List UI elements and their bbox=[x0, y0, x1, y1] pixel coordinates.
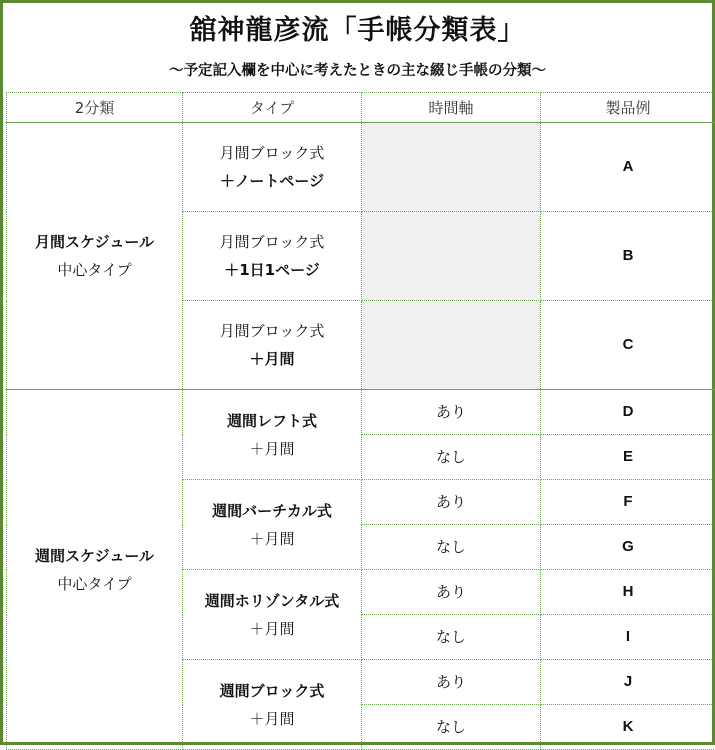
type-cell bbox=[183, 123, 362, 212]
type-line2: ＋月間 bbox=[183, 345, 361, 373]
product-cell: A bbox=[541, 123, 715, 212]
type-cell bbox=[183, 301, 362, 390]
product-cell: C bbox=[541, 301, 715, 390]
table-row bbox=[7, 123, 715, 212]
type-line1: 週間ブロック式 bbox=[183, 677, 361, 705]
type-line1: 月間ブロック式 bbox=[183, 139, 361, 167]
category-cell-monthly bbox=[7, 123, 183, 390]
type-cell bbox=[183, 480, 362, 570]
header-cell-time-axis: 時間軸 bbox=[362, 93, 541, 123]
time-axis-cell-empty bbox=[362, 212, 541, 301]
category-main-label: 週間スケジュール bbox=[7, 542, 182, 570]
page-subtitle: ～予定記入欄を中心に考えたときの主な綴じ手帳の分類～ bbox=[6, 58, 709, 84]
header-cell-type: タイプ bbox=[183, 93, 362, 123]
type-cell bbox=[183, 212, 362, 301]
time-axis-cell: なし bbox=[362, 435, 541, 480]
header-cell-product-example: 製品例 bbox=[541, 93, 715, 123]
type-line2: ＋月間 bbox=[183, 435, 361, 463]
time-axis-cell-empty bbox=[362, 301, 541, 390]
type-cell bbox=[183, 570, 362, 660]
type-line2: ＋ノートページ bbox=[183, 167, 361, 195]
page-title: 舘神龍彦流「手帳分類表」 bbox=[6, 9, 709, 53]
product-cell: K bbox=[541, 705, 715, 750]
product-cell: H bbox=[541, 570, 715, 615]
product-cell: E bbox=[541, 435, 715, 480]
type-line1: 週間レフト式 bbox=[183, 407, 361, 435]
time-axis-cell: あり bbox=[362, 480, 541, 525]
category-sub-label: 中心タイプ bbox=[7, 256, 182, 284]
time-axis-cell: あり bbox=[362, 570, 541, 615]
header-cell-category: 2分類 bbox=[7, 93, 183, 123]
product-cell: D bbox=[541, 390, 715, 435]
product-cell: B bbox=[541, 212, 715, 301]
classification-table bbox=[6, 92, 715, 750]
time-axis-cell: なし bbox=[362, 615, 541, 660]
product-cell: I bbox=[541, 615, 715, 660]
table-row bbox=[7, 390, 715, 435]
type-line1: 月間ブロック式 bbox=[183, 317, 361, 345]
type-cell bbox=[183, 660, 362, 750]
type-cell bbox=[183, 390, 362, 480]
time-axis-cell: なし bbox=[362, 525, 541, 570]
time-axis-cell-empty bbox=[362, 123, 541, 212]
category-main-label: 月間スケジュール bbox=[7, 228, 182, 256]
category-cell-weekly bbox=[7, 390, 183, 750]
type-line1: 週間バーチカル式 bbox=[183, 497, 361, 525]
type-line2: ＋1日1ページ bbox=[183, 256, 361, 284]
time-axis-cell: あり bbox=[362, 390, 541, 435]
type-line1: 週間ホリゾンタル式 bbox=[183, 587, 361, 615]
type-line1: 月間ブロック式 bbox=[183, 228, 361, 256]
time-axis-cell: なし bbox=[362, 705, 541, 750]
product-cell: J bbox=[541, 660, 715, 705]
product-cell: G bbox=[541, 525, 715, 570]
type-line2: ＋月間 bbox=[183, 525, 361, 553]
category-sub-label: 中心タイプ bbox=[7, 570, 182, 598]
type-line2: ＋月間 bbox=[183, 705, 361, 733]
time-axis-cell: あり bbox=[362, 660, 541, 705]
header-row bbox=[7, 93, 715, 123]
type-line2: ＋月間 bbox=[183, 615, 361, 643]
product-cell: F bbox=[541, 480, 715, 525]
